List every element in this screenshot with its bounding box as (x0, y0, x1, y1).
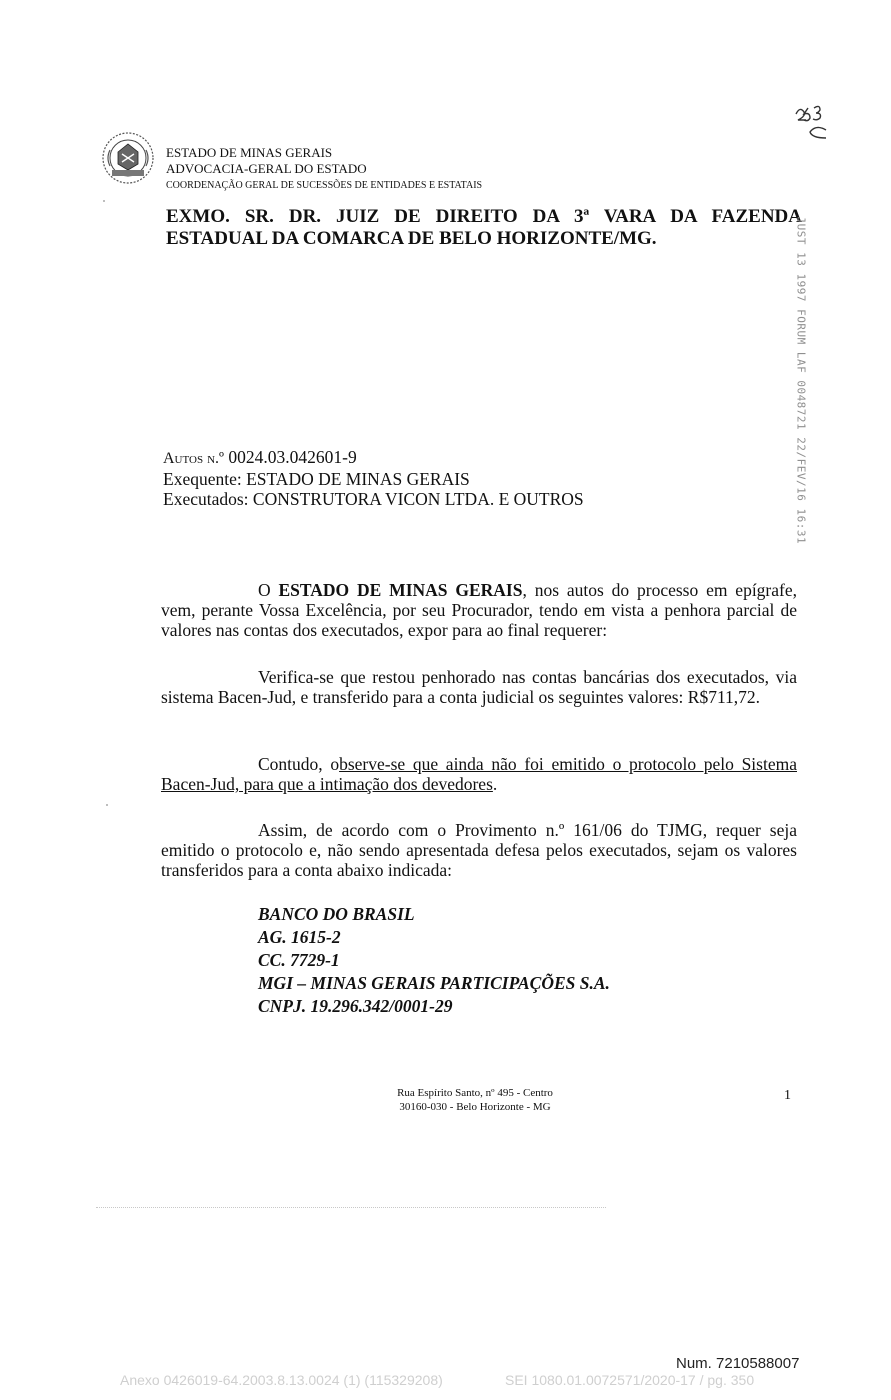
plaintiff-line: Exequente: ESTADO DE MINAS GERAIS (163, 469, 470, 489)
paragraph-protocol-underlined: bserve-se que ainda não foi emitido o protocolo pelo Sistema Bacen-Jud, para que a intimação dos devedores (161, 754, 797, 794)
footer-address-street: Rua Espírito Santo, nº 495 - Centro (397, 1087, 553, 1099)
footer-address-city: 30160-030 - Belo Horizonte - MG (399, 1101, 551, 1113)
case-number-line (163, 447, 584, 469)
watermark-sei: SEI 1080.01.0072571/2020-17 / pg. 350 (505, 1372, 755, 1388)
protocol-stamp (776, 216, 816, 555)
addressee-heading: EXMO. SR. DR. JUIZ DE DIREITO DA 3ª VARA DA FAZENDA ESTADUAL DA COMARCA DE BELO HORIZONTE/MG. (166, 206, 802, 249)
account-cnpj: CNPJ. 19.296.342/0001-29 (258, 996, 453, 1016)
scan-artifact-line (96, 1207, 606, 1208)
paragraph-introduction-text: , nos autos do processo em epígrafe, vem, perante Vossa Excelência, por seu Procurador, tendo em vista a penhora parcial de valores nas contas dos executados, expor para ao final requerer: (161, 580, 798, 640)
bank-name: BANCO DO BRASIL (258, 904, 415, 924)
paragraph-introduction (161, 580, 797, 640)
account-holder: MGI – MINAS GERAIS PARTICIPAÇÕES S.A. (258, 973, 610, 993)
case-number-label: Autos n.º (163, 450, 224, 467)
case-number: 0024.03.042601-9 (228, 447, 357, 467)
paragraph-introduction-lead: O (258, 580, 279, 600)
letterhead-department: COORDENAÇÃO GERAL DE SUCESSÕES DE ENTIDADES E ESTATAIS (166, 180, 483, 191)
paragraph-request: Assim, de acordo com o Provimento n.º 161/06 do TJMG, requer seja emitido o protocolo e, não sendo apresentada defesa pelos executados, sejam os valores transferidos para a conta abaixo indicada: (161, 820, 797, 880)
letterhead-agency: ADVOCACIA-GERAL DO ESTADO (166, 161, 367, 176)
paragraph-seizure: Verifica-se que restou penhorado nas contas bancárias dos executados, via sistema Bacen-Jud, e transferido para a conta judicial os seguintes valores: R$711,72. (161, 667, 797, 707)
protocol-stamp-text: JUST 13 1997 FORUM LAF 0048721 22/FEV/16 16:31 (794, 216, 808, 545)
document-id: Num. 7210588007 (676, 1355, 800, 1372)
scan-speck (103, 200, 105, 202)
handwritten-page-annotation (792, 98, 832, 148)
page-number: 1 (784, 1088, 791, 1103)
state-coat-of-arms-logo (100, 130, 156, 186)
watermark-annex: Anexo 0426019-64.2003.8.13.0024 (1) (115329208) (120, 1372, 443, 1388)
paragraph-introduction-party: ESTADO DE MINAS GERAIS (278, 580, 523, 600)
scan-speck (106, 804, 108, 806)
paragraph-protocol-lead: Contudo, o (258, 754, 340, 774)
bank-account: CC. 7729-1 (258, 950, 340, 970)
footer-address (360, 1086, 590, 1114)
paragraph-protocol-end: . (492, 774, 498, 794)
bank-agency: AG. 1615-2 (258, 927, 341, 947)
letterhead-state: ESTADO DE MINAS GERAIS (166, 145, 333, 160)
paragraph-protocol-note (161, 754, 797, 794)
case-info (163, 447, 584, 509)
defendants-line: Executados: CONSTRUTORA VICON LTDA. E OUTROS (163, 489, 584, 509)
bank-account-details (258, 903, 610, 1018)
